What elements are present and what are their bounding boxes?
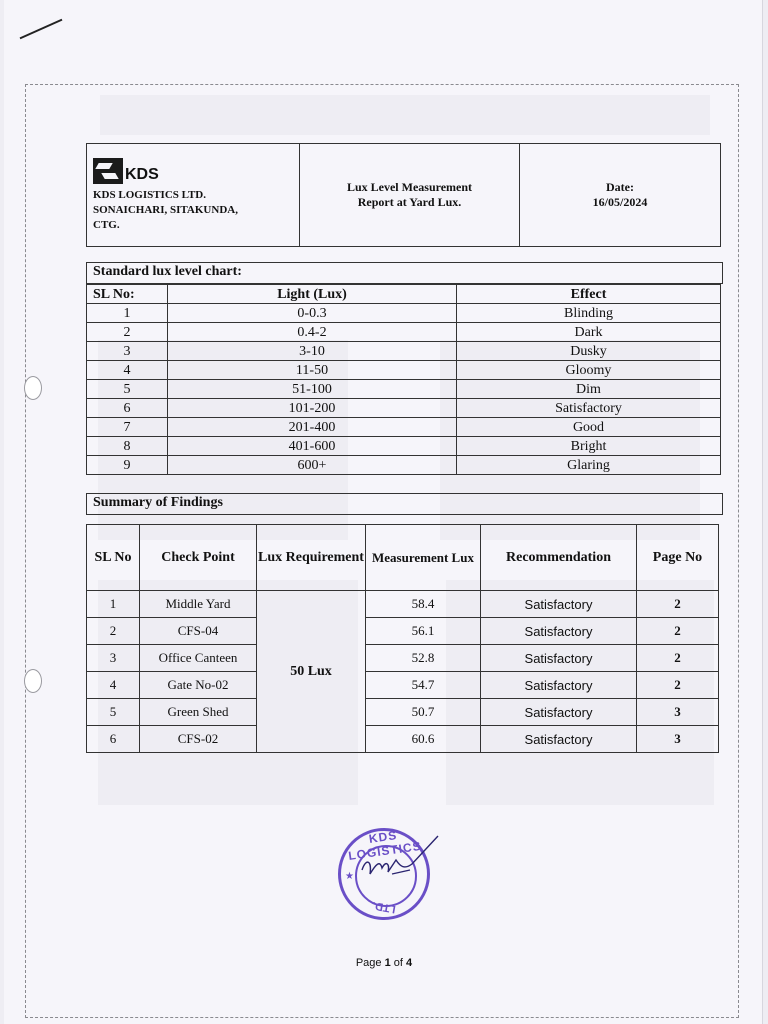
measurement-cell: 56.1	[366, 618, 481, 645]
effect-cell: Good	[457, 418, 721, 437]
signature	[352, 830, 442, 890]
kds-logo-icon	[93, 158, 123, 184]
measurement-cell: 58.4	[366, 591, 481, 618]
page-total: 4	[406, 957, 413, 969]
of-word: of	[393, 957, 403, 969]
measurement-cell: 50.7	[366, 699, 481, 726]
page-no-cell: 2	[637, 618, 719, 645]
sl-cell: 7	[87, 418, 168, 437]
column-header: Page No	[637, 525, 719, 591]
light-cell: 401-600	[168, 437, 457, 456]
table-row	[87, 361, 721, 380]
date-value: 16/05/2024	[592, 195, 648, 209]
table-row	[87, 342, 721, 361]
stamp-bottom-text: LTD.	[371, 899, 397, 915]
table-row	[87, 304, 721, 323]
summary-of-findings-table	[86, 524, 719, 753]
stamp-top-text: KDS LOGISTICS	[347, 828, 423, 863]
sl-cell: 2	[87, 618, 140, 645]
table-row	[87, 399, 721, 418]
sl-cell: 4	[87, 361, 168, 380]
measurement-cell: 52.8	[366, 645, 481, 672]
light-cell: 3-10	[168, 342, 457, 361]
date-cell	[520, 144, 721, 247]
page-no-cell: 2	[637, 591, 719, 618]
recommendation-cell: Satisfactory	[481, 726, 637, 753]
recommendation-cell: Satisfactory	[481, 699, 637, 726]
table-row	[87, 699, 719, 726]
effect-cell: Bright	[457, 437, 721, 456]
check-point-cell: CFS-04	[140, 618, 257, 645]
effect-cell: Dusky	[457, 342, 721, 361]
date-label: Date:	[606, 180, 634, 194]
report-title-cell	[300, 144, 520, 247]
sl-cell: 6	[87, 726, 140, 753]
effect-cell: Gloomy	[457, 361, 721, 380]
effect-cell: Dim	[457, 380, 721, 399]
measurement-cell: 60.6	[366, 726, 481, 753]
check-point-cell: Gate No-02	[140, 672, 257, 699]
sl-cell: 5	[87, 380, 168, 399]
recommendation-cell: Satisfactory	[481, 672, 637, 699]
check-point-cell: Office Canteen	[140, 645, 257, 672]
column-header: Effect	[457, 285, 721, 304]
recommendation-cell: Satisfactory	[481, 618, 637, 645]
table-row	[87, 437, 721, 456]
page-word: Page	[355, 957, 382, 969]
punch-hole	[24, 669, 42, 693]
column-header: Check Point	[140, 525, 257, 591]
effect-cell: Blinding	[457, 304, 721, 323]
recommendation-cell: Satisfactory	[481, 591, 637, 618]
lux-chart-title: Standard lux level chart:	[86, 262, 723, 284]
lux-requirement-cell: 50 Lux	[257, 591, 366, 753]
sl-cell: 3	[87, 342, 168, 361]
company-cell	[87, 144, 300, 247]
column-header: Measurement Lux	[366, 525, 481, 591]
effect-cell: Dark	[457, 323, 721, 342]
column-header: Recommendation	[481, 525, 637, 591]
company-logo	[93, 158, 293, 184]
company-name: KDS LOGISTICS LTD.	[93, 188, 207, 201]
punch-hole	[24, 376, 42, 400]
recommendation-cell: Satisfactory	[481, 645, 637, 672]
page-no-cell: 2	[637, 645, 719, 672]
table-row	[87, 672, 719, 699]
table-row	[87, 418, 721, 437]
light-cell: 11-50	[168, 361, 457, 380]
report-title-line-2: Report at Yard Lux.	[357, 195, 462, 209]
light-cell: 101-200	[168, 399, 457, 418]
measurement-cell: 54.7	[366, 672, 481, 699]
sl-cell: 1	[87, 591, 140, 618]
light-cell: 600+	[168, 456, 457, 475]
table-row	[87, 591, 719, 618]
table-row	[87, 645, 719, 672]
sl-cell: 8	[87, 437, 168, 456]
column-header: SL No:	[87, 285, 168, 304]
effect-cell: Satisfactory	[457, 399, 721, 418]
light-cell: 51-100	[168, 380, 457, 399]
sl-cell: 9	[87, 456, 168, 475]
page-no-cell: 2	[637, 672, 719, 699]
company-address: SONAICHARI, SITAKUNDA,	[93, 203, 238, 216]
company-city: CTG.	[93, 218, 120, 231]
table-row	[87, 618, 719, 645]
report-title-line-1: Lux Level Measurement	[346, 180, 473, 194]
sl-cell: 4	[87, 672, 140, 699]
star-icon: ★	[345, 871, 354, 882]
check-point-cell: Green Shed	[140, 699, 257, 726]
report-header-table	[86, 143, 721, 247]
table-row	[87, 726, 719, 753]
check-point-cell: Middle Yard	[140, 591, 257, 618]
page-no-cell: 3	[637, 726, 719, 753]
check-point-cell: CFS-02	[140, 726, 257, 753]
light-cell: 201-400	[168, 418, 457, 437]
page-no-cell: 3	[637, 699, 719, 726]
column-header: Lux Requirement	[257, 525, 366, 591]
effect-cell: Glaring	[457, 456, 721, 475]
show-through	[100, 95, 710, 135]
sl-cell: 1	[87, 304, 168, 323]
summary-title: Summary of Findings	[86, 493, 723, 515]
lux-level-chart-table	[86, 284, 721, 475]
page-footer	[0, 957, 768, 969]
page-current: 1	[384, 957, 391, 969]
sl-cell: 6	[87, 399, 168, 418]
light-cell: 0.4-2	[168, 323, 457, 342]
sl-cell: 2	[87, 323, 168, 342]
column-header: SL No	[87, 525, 140, 591]
light-cell: 0-0.3	[168, 304, 457, 323]
table-row	[87, 323, 721, 342]
table-row	[87, 456, 721, 475]
logo-text: KDS	[125, 165, 159, 183]
sl-cell: 3	[87, 645, 140, 672]
table-row	[87, 380, 721, 399]
sl-cell: 5	[87, 699, 140, 726]
column-header: Light (Lux)	[168, 285, 457, 304]
